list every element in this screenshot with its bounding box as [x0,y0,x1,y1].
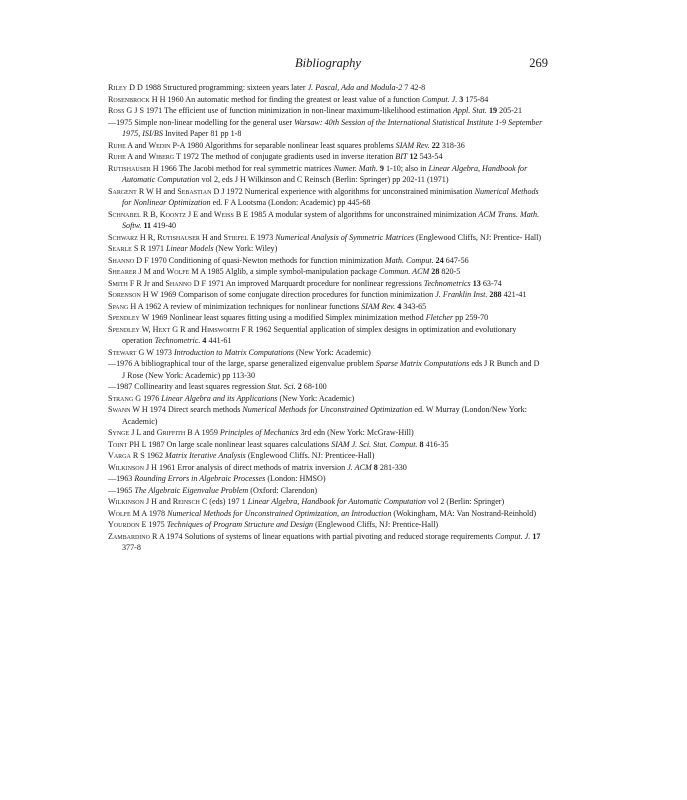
bibliography-entry [108,117,543,140]
reference-text: D F 1970 Conditioning of quasi-Newton methods for function minimization [134,255,385,265]
italic-title: SIAM Rev. [361,301,396,311]
author-name: Sargent [108,186,137,196]
reference-text: vol 2 (Berlin: Springer) [425,497,505,506]
reference-text: (Englewood Cliffs. NJ: Prenticee-Hall) [245,451,375,460]
italic-title: J. Franklin Inst. [435,290,488,299]
reference-text: M A 1978 [130,508,168,518]
author-name: Reinsch [172,497,200,506]
bibliography-entry [108,94,543,106]
italic-title: Numerical Methods for Unconstrained Optimization [242,405,413,414]
reference-text: R B, [140,209,160,219]
volume-number: 8 [419,439,424,449]
italic-title: Comput. J. [495,531,531,541]
italic-title: Matrix Iterative Analysis [165,451,246,460]
reference-text: (Wokingham, MA: Van Nostrand-Reinhold) [391,508,537,518]
author-name: Koontz [159,209,186,219]
italic-title: Numerical Methods for Nonlinear Optimization [122,186,539,207]
bibliography-entry [108,289,543,301]
italic-title: Principles of Mechanics [219,428,299,437]
reference-text: G R and [170,324,202,334]
reference-text: H R, [137,232,158,242]
author-name: Zambardino [108,531,150,541]
reference-text: Invited Paper 81 pp 1-8 [162,129,242,138]
italic-title: Numerical Methods for Unconstrained Optimization, an Introduction [167,508,392,518]
author-name: Stiefel [223,232,249,242]
volume-number: 288 [489,290,502,299]
reference-text: 419-40 [151,221,177,230]
bibliography-entry [108,232,543,244]
bibliography-entry [108,485,543,497]
reference-text: D J 1972 Numerical experience with algorithms for unconstrained minimisation [211,186,475,196]
bibliography-entry [108,105,543,117]
bibliography-entry [108,358,543,381]
volume-number: 28 [431,267,440,276]
bibliography-entry [108,243,543,255]
reference-text: —1976 A bibliographical tour of the large, sparse generalized eigenvalue problem [108,359,376,368]
author-name: Griffith [156,428,186,437]
volume-number: 2 [297,382,302,391]
author-name: Schwarz [108,232,138,242]
reference-text: J L and [129,428,157,437]
bibliography-entry [108,427,543,439]
author-name: Sebastian [177,186,212,196]
reference-text: J H 1961 Error analysis of direct methods of matrix inversion [143,462,348,472]
author-name: Shanno [108,255,135,265]
reference-text: —1987 Collinearity and least squares regression [108,382,268,391]
reference-text: 377-8 [122,543,141,552]
author-name: Yourdon [108,520,140,529]
author-name: Swann [108,405,131,414]
bibliography-entry [108,186,543,209]
reference-text: H W 1969 Comparison of some conjugate direction procedures for function minimization [140,290,436,299]
bibliography-entry [108,278,543,290]
reference-text: A and [125,140,149,150]
bibliography-entry [108,450,543,462]
reference-text: G 1976 [133,393,162,403]
reference-text: 820-5 [439,267,461,276]
italic-title: SIAM J. Sci. Stat. Comput. [331,439,418,449]
volume-number: 9 [379,163,384,173]
italic-title: Appl. Stat. [452,106,487,115]
italic-title: The Algebraic Eigenvalue Problem [134,485,249,495]
author-name: Varga [108,451,131,460]
italic-title: BIT [395,152,408,161]
volume-number: 13 [472,278,481,288]
italic-title: Linear Models [166,244,214,253]
italic-title: Linear Algebra and its Applications [161,393,278,403]
author-name: Spendley [108,324,140,334]
reference-text: E 1973 [248,232,276,242]
bibliography-entry [108,473,543,485]
bibliography-entry [108,209,543,232]
reference-text: C (eds) 197 1 [199,497,248,506]
reference-text: G J S 1971 The efficient use of function minimization in non-linear maximum-likelihood estimation [124,106,453,115]
italic-title: Fletcher [425,313,454,322]
reference-text: 3rd edn (New York: McGraw-Hill) [298,428,414,437]
author-name: Smith [108,278,128,288]
bibliography-entry [108,496,543,508]
reference-text: B E 1985 A modular system of algorithms for unconstrained minimization [233,209,479,219]
reference-text: (New York: Wiley) [213,244,278,253]
reference-text: J M and [136,267,167,276]
reference-text: —1975 Simple non-linear modelling for the general user [108,117,295,127]
reference-text: W 1969 Nonlinear least squares fitting using a modified Simplex minimization method [139,313,426,322]
italic-title: Numer. Math. [333,163,378,173]
reference-text: E 1975 [139,520,167,529]
bibliography-entry [108,404,543,427]
author-name: Stewart [108,347,137,357]
reference-text: pp 259-70 [453,313,489,322]
author-name: Spang [108,301,129,311]
bibliography-entry [108,301,543,313]
italic-title: SIAM Rev. [395,140,430,150]
author-name: Rutishauser [157,232,200,242]
italic-title: Technometric. [154,336,201,345]
reference-text: (Oxford: Clarendon) [248,485,318,495]
italic-title: Math. Comput. [384,255,434,265]
reference-text: T 1972 The method of conjugate gradients used in inverse iteration [174,152,396,161]
volume-number: 8 [373,462,378,472]
italic-title: Linear Algebra, Handbook for Automatic Computation [122,163,528,184]
reference-text: 205-21 [497,106,523,115]
author-name: Himsworth [201,324,240,334]
reference-text: 318-36 [439,140,465,150]
reference-text: R S 1962 [130,451,166,460]
bibliography-entry [108,519,543,531]
author-name: Wolfe [108,508,131,518]
author-name: Strang [108,393,134,403]
bibliography-entry [108,462,543,474]
author-name: Hext [152,324,171,334]
reference-text: 1-10; also in [383,163,429,173]
volume-number: 12 [409,152,418,161]
reference-text: eds J R Bunch and D J Rose (New York: Academic) pp 113-30 [122,359,540,380]
volume-number: 4 [397,301,402,311]
bibliography-entry [108,163,543,186]
reference-text: 68-100 [301,382,327,391]
bibliography-list [108,82,543,554]
reference-text: 281-330 [377,462,407,472]
reference-text: H and [199,232,224,242]
bibliography-entry [108,312,543,324]
author-name: Wiberg [148,152,175,161]
bibliography-entry [108,393,543,405]
bibliography-entry [108,531,543,554]
reference-text: —1963 [108,474,135,483]
volume-number: 3 [459,94,464,104]
reference-text: P-A 1980 Algorithms for separable nonlinear least squares problems [170,140,396,150]
author-name: Rosenbrock [108,94,150,104]
author-name: Toint [108,439,128,449]
reference-text: D D 1988 Structured programming: sixteen years later [127,83,308,92]
page-number: 269 [529,56,548,70]
reference-text: H H 1960 An automatic method for finding the greatest or least value of a function [149,94,422,104]
author-name: Spendley [108,313,140,322]
reference-text: —1965 [108,485,135,495]
reference-text: 543-54 [417,152,443,161]
reference-text: (Englewood Cliffs, NJ: Prentice-Hall) [313,520,439,529]
reference-text: B A 1959 [185,428,220,437]
reference-text: J H and [143,497,173,506]
reference-text: J E and [185,209,214,219]
reference-text: H A 1962 A review of minimization techniques for nonlinear functions [128,301,362,311]
italic-title: Techniques of Program Structure and Design [166,520,314,529]
author-name: Shearer [108,267,137,276]
bibliography-entry [108,140,543,152]
volume-number: 24 [435,255,444,265]
author-name: Wilkinson [108,462,144,472]
author-name: Ruhe [108,140,126,150]
volume-number: 19 [488,106,498,115]
reference-text: S R 1971 [131,244,167,253]
author-name: Sorenson [108,290,141,299]
author-name: Ruhe [108,152,126,161]
reference-text: ed. F A Lootsma (London: Academic) pp 445-68 [210,198,371,207]
author-name: Wolfe [166,267,190,276]
reference-text: 416-35 [423,439,449,449]
italic-title: Technometrics [423,278,471,288]
bibliography-entry [108,439,543,451]
reference-text: A and [125,152,149,161]
reference-text: W H 1974 Direct search methods [130,405,243,414]
bibliography-entry [108,347,543,359]
italic-title: Comput. J. [421,94,458,104]
reference-text: ed. W Murray (London/New York: Academic) [122,405,527,426]
italic-title: ACM Trans. Math. Softw. [122,209,540,230]
bibliography-entry [108,266,543,278]
reference-text: H 1966 The Jacobi method for real symmetric matrices [150,163,334,173]
reference-text: 647-56 [443,255,469,265]
italic-title: Introduction to Matrix Computations [173,347,294,357]
italic-title: Commun. ACM [379,267,430,276]
italic-title: Numerical Analysis of Symmetric Matrices [275,232,415,242]
italic-title: J. ACM [347,462,372,472]
volume-number: 17 [532,531,541,541]
author-name: Weiss [213,209,234,219]
author-name: Searle [108,244,132,253]
bibliography-entry [108,508,543,520]
bibliography-entry [108,82,543,94]
reference-text: (New York: Academic) [293,347,371,357]
reference-text: (London: HMSO) [265,474,326,483]
volume-number: 11 [143,221,152,230]
italic-title: Rounding Errors in Algebraic Processes [134,474,266,483]
reference-text: F R Jr and [127,278,166,288]
author-name: Synge [108,428,130,437]
reference-text: 441-61 [206,336,232,345]
volume-number: 22 [431,140,440,150]
bibliography-entry [108,324,543,347]
author-name: Shanno [165,278,192,288]
reference-text: 7 42-8 [402,83,426,92]
reference-text: F R 1962 Sequential application of simplex designs in optimization and evolutionary operation [122,324,517,345]
reference-text: M A 1985 Alglib, a simple symbol-manipulation package [189,267,380,276]
reference-text: 175-84 [463,94,489,104]
volume-number: 4 [202,336,207,345]
reference-text: 421-41 [501,290,527,299]
bibliography-entry [108,381,543,393]
italic-title: J. Pascal, Ada and Modula-2 [307,83,403,92]
reference-text: 63-74 [480,278,502,288]
author-name: Ross [108,106,125,115]
author-name: Riley [108,83,128,92]
reference-text: (New York: Academic) [277,393,355,403]
reference-text: R W H and [136,186,178,196]
reference-text: vol 2, eds J H Wilkinson and C Reinsch (Berlin: Springer) pp 202-11 (1971) [199,175,449,184]
italic-title: Sparse Matrix Computations [375,359,470,368]
bibliography-entry [108,151,543,163]
reference-text: (Englewood Cliffs, NJ: Prentice- Hall) [414,232,542,242]
reference-text: W, [139,324,153,334]
reference-text: G W 1973 [136,347,174,357]
bibliography-entry [108,255,543,267]
italic-title: Linear Algebra, Handbook for Automatic Computation [247,497,426,506]
running-header [108,56,548,76]
italic-title: Warsaw: 40th Session of the International Statistical Institute 1-9 September 1975, ISI/BS [122,117,543,138]
author-name: Schnabel [108,209,141,219]
author-name: Rutishauser [108,163,151,173]
author-name: Wilkinson [108,497,144,506]
reference-text: 343-65 [401,301,427,311]
reference-text: PH L 1987 On large scale nonlinear least squares calculations [127,439,332,449]
author-name: Wedin [148,140,171,150]
reference-text: R A 1974 Solutions of systems of linear equations with partial pivoting and reduced storage requirements [149,531,495,541]
running-title: Bibliography [295,56,361,70]
reference-text: D F 1971 An improved Marquardt procedure for nonlinear regressions [191,278,424,288]
italic-title: Stat. Sci. [267,382,296,391]
